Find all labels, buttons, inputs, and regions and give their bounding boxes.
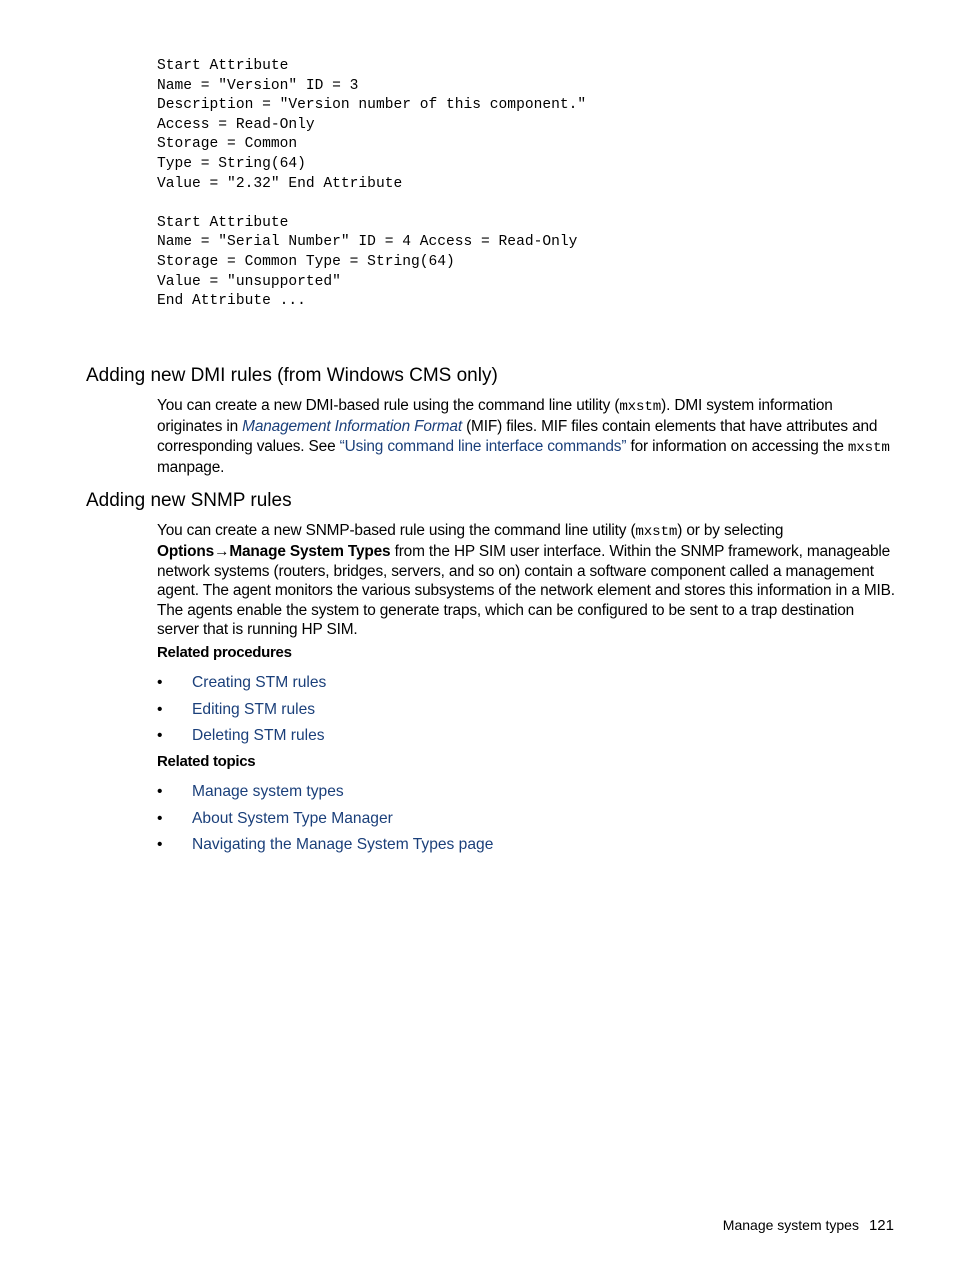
dmi-text-4: for information on accessing the [626, 437, 848, 455]
menu-manage-system-types: Manage System Types [229, 543, 391, 561]
menu-options: Options [157, 543, 215, 561]
bullet: • [157, 674, 163, 691]
snmp-text-3: from the HP SIM user interface. Within the SNMP framework, manageable network systems (routers, bridges, servers, and so on) contain a software component called a management agent. The agent monitors the various subsystems of the network element and stores this information in a MIB. The agents enable the system to generate traps, which can be configured to be sent to a trap destination server that is running HP SIM. [157, 543, 895, 639]
mif-link[interactable]: Management Information Format [242, 418, 462, 436]
snmp-section-heading: Adding new SNMP rules [86, 490, 292, 511]
related-procedures-heading: Related procedures [157, 644, 292, 661]
page-footer [723, 1215, 894, 1236]
dmi-text-3: (MIF) files. MIF files contain elements that have attributes and corresponding values. See [157, 418, 878, 455]
menu-arrow: → [214, 543, 230, 561]
bullet: • [157, 783, 163, 800]
snmp-paragraph [157, 521, 899, 639]
navigating-manage-system-types-link[interactable]: Navigating the Manage System Types page [192, 836, 494, 853]
cli-commands-link[interactable]: “Using command line interface commands” [339, 437, 627, 455]
editing-stm-rules-link[interactable]: Editing STM rules [192, 700, 316, 718]
code-block: Start Attribute Name = "Version" ID = 3 Description = "Version number of this component." Access = Read-Only Storage = Common Type = String(64) Value = "2.32" End Attribute Start Attribute Name = "Serial Number" ID = 4 Access = Read-Only Storage = Common Type = String(64) Value = "unsupported" End Attribute ... [157, 58, 587, 310]
page-number: 121 [868, 1217, 894, 1234]
deleting-stm-rules-link[interactable]: Deleting STM rules [192, 727, 325, 744]
dmi-text-2: ). DMI system information originates in [157, 397, 833, 436]
dmi-section-heading: Adding new DMI rules (from Windows CMS only) [86, 365, 498, 386]
dmi-text-5: manpage. [157, 459, 225, 477]
bullet: • [157, 727, 163, 744]
dmi-text-1: You can create a new DMI-based rule using the command line utility ( [157, 397, 620, 414]
snmp-text-1: You can create a new SNMP-based rule using the command line utility ( [157, 522, 636, 539]
bullet: • [157, 700, 163, 718]
footer-section-title: Manage system types [722, 1217, 859, 1233]
snmp-text-2: ) or by selecting [677, 522, 784, 539]
mxstm-command: mxstm [635, 524, 678, 540]
about-system-type-manager-link[interactable]: About System Type Manager [192, 809, 393, 827]
bullet: • [157, 836, 163, 853]
bullet: • [157, 809, 163, 827]
mxstm-command: mxstm [847, 439, 890, 456]
dmi-paragraph [157, 396, 899, 478]
creating-stm-rules-link[interactable]: Creating STM rules [192, 674, 327, 691]
related-topics-heading: Related topics [157, 753, 256, 770]
mxstm-command: mxstm [619, 399, 662, 415]
manage-system-types-link[interactable]: Manage system types [192, 783, 344, 800]
